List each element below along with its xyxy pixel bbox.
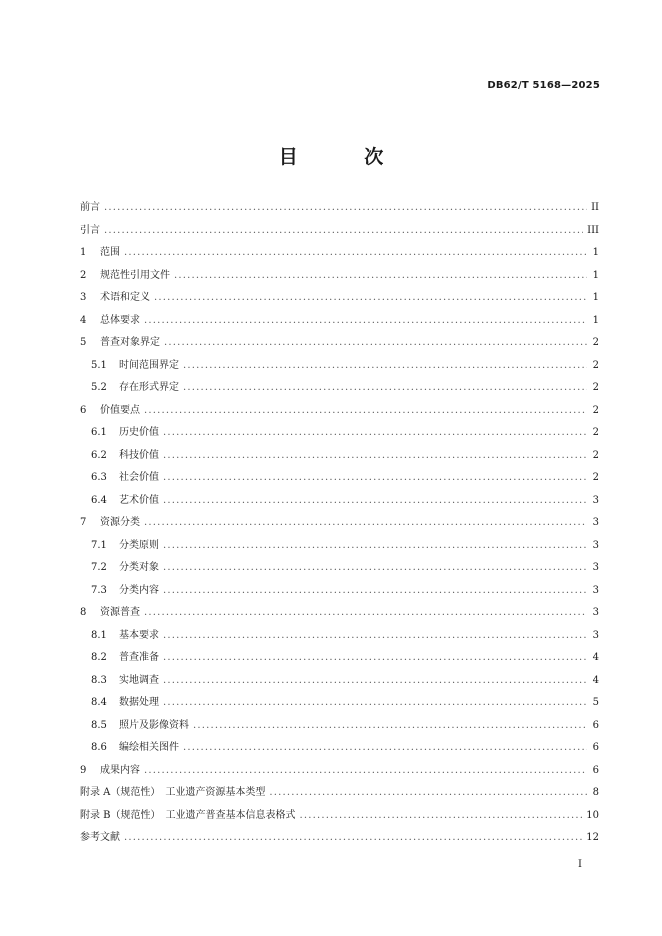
toc-entry-title: 编绘相关图件: [119, 742, 179, 753]
toc-entry-page: 10: [586, 809, 599, 821]
toc-entry-page: 6: [592, 719, 599, 731]
toc-entry-title: 价值要点: [100, 404, 140, 416]
toc-entry-page: 1: [592, 314, 599, 326]
toc-entry-title: 科技价值: [119, 449, 159, 461]
toc-entry-page: 4: [592, 674, 599, 686]
toc-leader-dots: [163, 424, 587, 441]
toc-entry-title: 附录 A（规范性） 工业遗产资源基本类型: [80, 787, 266, 798]
toc-entry-page: 3: [592, 539, 599, 551]
toc-entry-page: 3: [592, 517, 599, 528]
toc-entry-number: 5.2: [91, 382, 107, 393]
toc-entry-number: 6.3: [91, 472, 107, 483]
toc-entry-page: 3: [592, 584, 599, 596]
toc-leader-dots: [183, 739, 587, 756]
toc-entry[interactable]: [80, 267, 599, 284]
toc-entry-number: 6.2: [91, 449, 107, 461]
toc-leader-dots: [163, 492, 587, 509]
toc-entry-title: 资源普查: [100, 607, 140, 618]
toc-entry-page: III: [587, 224, 599, 236]
toc-entry-title: 普查准备: [119, 652, 159, 663]
toc-entry[interactable]: [80, 672, 599, 689]
toc-entry-number: 6.4: [91, 494, 107, 506]
toc-entry-title: 资源分类: [100, 517, 140, 528]
toc-entry-number: 2: [80, 269, 87, 281]
toc-entry-title: 总体要求: [100, 314, 140, 326]
toc-leader-dots: [163, 694, 587, 711]
toc-entry[interactable]: [80, 244, 599, 261]
toc-leader-dots: [193, 717, 587, 734]
toc-entry-title: 前言: [80, 202, 100, 213]
toc-entry-number: 6.1: [91, 427, 107, 438]
toc-entry-page: 1: [592, 269, 599, 281]
toc-leader-dots: [300, 807, 583, 824]
toc-entry[interactable]: [80, 402, 599, 419]
toc-entry-title: 规范性引用文件: [100, 269, 170, 281]
toc-entry-number: 7: [80, 517, 87, 528]
toc-leader-dots: [163, 469, 587, 486]
toc-entry-page: 1: [592, 247, 599, 258]
toc-entry-title: 成果内容: [100, 764, 140, 776]
toc-leader-dots: [163, 537, 587, 554]
toc-entry[interactable]: [80, 784, 599, 801]
toc-leader-dots: [163, 559, 587, 576]
toc-entry-title: 分类对象: [119, 562, 159, 573]
toc-entry-number: 8.2: [91, 652, 107, 663]
toc-entry-page: 8: [592, 787, 599, 798]
toc-entry-page: 2: [592, 404, 599, 416]
toc-entry-title: 分类原则: [119, 539, 159, 551]
toc-entry-title: 术语和定义: [100, 292, 150, 303]
toc-leader-dots: [183, 357, 587, 374]
toc-entry-page: 6: [592, 764, 599, 776]
toc-entry-number: 8.1: [91, 629, 107, 641]
toc-entry-title: 附录 B（规范性） 工业遗产普查基本信息表格式: [80, 809, 296, 821]
toc-leader-dots: [154, 289, 587, 306]
toc-entry[interactable]: [80, 492, 599, 509]
toc-entry-title: 艺术价值: [119, 494, 159, 506]
toc-entry-number: 9: [80, 764, 87, 776]
toc-entry[interactable]: [80, 807, 599, 824]
toc-leader-dots: [163, 447, 587, 464]
toc-entry-page: 3: [592, 494, 599, 506]
toc-entry[interactable]: [80, 739, 599, 756]
toc-entry[interactable]: [80, 199, 599, 216]
toc-entry[interactable]: [80, 334, 599, 351]
toc-leader-dots: [124, 244, 587, 261]
toc-entry[interactable]: [80, 649, 599, 666]
toc-entry-title: 照片及影像资料: [119, 719, 189, 731]
toc-entry[interactable]: [80, 717, 599, 734]
toc-entry-number: 8.6: [91, 742, 107, 753]
toc-entry-page: 12: [586, 832, 599, 843]
toc-entry[interactable]: [80, 379, 599, 396]
toc-entry[interactable]: [80, 469, 599, 486]
toc-entry-page: 4: [592, 652, 599, 663]
toc-entry-page: 2: [592, 337, 599, 348]
toc-entry-page: 2: [592, 472, 599, 483]
toc-entry-number: 8.4: [91, 697, 107, 708]
toc-leader-dots: [183, 379, 587, 396]
toc-entry[interactable]: [80, 424, 599, 441]
toc-entry-title: 范围: [100, 247, 120, 258]
toc-leader-dots: [104, 222, 583, 239]
toc-entry-page: 2: [592, 449, 599, 461]
toc-entry[interactable]: [80, 627, 599, 644]
toc-entry[interactable]: [80, 829, 599, 846]
toc-entry-title: 历史价值: [119, 427, 159, 438]
toc-entry-page: 3: [592, 607, 599, 618]
toc-entry-title: 分类内容: [119, 584, 159, 596]
toc-leader-dots: [163, 649, 587, 666]
toc-entry-title: 引言: [80, 224, 100, 236]
toc-entry-title: 数据处理: [119, 697, 159, 708]
document-code: DB62/T 5168—2025: [487, 80, 600, 91]
toc-entry-page: 6: [592, 742, 599, 753]
toc-entry-number: 1: [80, 247, 87, 258]
toc-entry-page: 5: [592, 697, 599, 708]
toc-entry-number: 4: [80, 314, 87, 326]
toc-entry-title: 基本要求: [119, 629, 159, 641]
toc-leader-dots: [174, 267, 587, 284]
toc-leader-dots: [144, 604, 587, 621]
page-title: 目 次: [278, 146, 414, 168]
toc-entry[interactable]: [80, 222, 599, 239]
toc-leader-dots: [104, 199, 587, 216]
toc-entry-page: 1: [592, 292, 599, 303]
toc-entry[interactable]: [80, 312, 599, 329]
toc-entry-page: 3: [592, 562, 599, 573]
toc-leader-dots: [163, 672, 587, 689]
toc-entry[interactable]: [80, 762, 599, 779]
toc-entry[interactable]: [80, 447, 599, 464]
toc-entry[interactable]: [80, 289, 599, 306]
toc-entry-title: 存在形式界定: [119, 382, 179, 393]
toc-entry[interactable]: [80, 582, 599, 599]
page-number: I: [578, 859, 582, 870]
toc-entry[interactable]: [80, 559, 599, 576]
toc-entry-number: 6: [80, 404, 87, 416]
toc-entry-number: 5: [80, 337, 87, 348]
toc-entry-number: 7.2: [91, 562, 107, 573]
toc-leader-dots: [124, 829, 582, 846]
toc-entry-number: 7.1: [91, 539, 107, 551]
toc-entry-number: 8: [80, 607, 87, 618]
toc-entry[interactable]: [80, 537, 599, 554]
toc-entry-page: 2: [592, 382, 599, 393]
toc-leader-dots: [144, 514, 587, 531]
toc-entry-page: 3: [592, 629, 599, 641]
toc-entry-title: 普查对象界定: [100, 337, 160, 348]
toc-entry[interactable]: [80, 694, 599, 711]
toc-entry-number: 3: [80, 292, 87, 303]
toc-entry[interactable]: [80, 357, 599, 374]
toc-leader-dots: [144, 312, 587, 329]
toc-entry-page: 2: [592, 359, 599, 371]
toc-entry-title: 参考文献: [80, 832, 120, 843]
toc-entry[interactable]: [80, 514, 599, 531]
toc-entry-title: 社会价值: [119, 472, 159, 483]
toc-entry[interactable]: [80, 604, 599, 621]
toc-entry-number: 8.3: [91, 674, 107, 686]
toc-leader-dots: [269, 784, 587, 801]
toc-entry-number: 8.5: [91, 719, 107, 731]
toc-leader-dots: [163, 582, 587, 599]
toc-entry-title: 实地调查: [119, 674, 159, 686]
toc-leader-dots: [164, 334, 587, 351]
toc-entry-number: 7.3: [91, 584, 107, 596]
toc-leader-dots: [163, 627, 587, 644]
toc-leader-dots: [144, 402, 587, 419]
toc-entry-page: II: [591, 202, 599, 213]
toc-entry-title: 时间范围界定: [119, 359, 179, 371]
toc-leader-dots: [144, 762, 587, 779]
table-of-contents: [80, 199, 599, 846]
toc-entry-number: 5.1: [91, 359, 107, 371]
toc-entry-page: 2: [592, 427, 599, 438]
